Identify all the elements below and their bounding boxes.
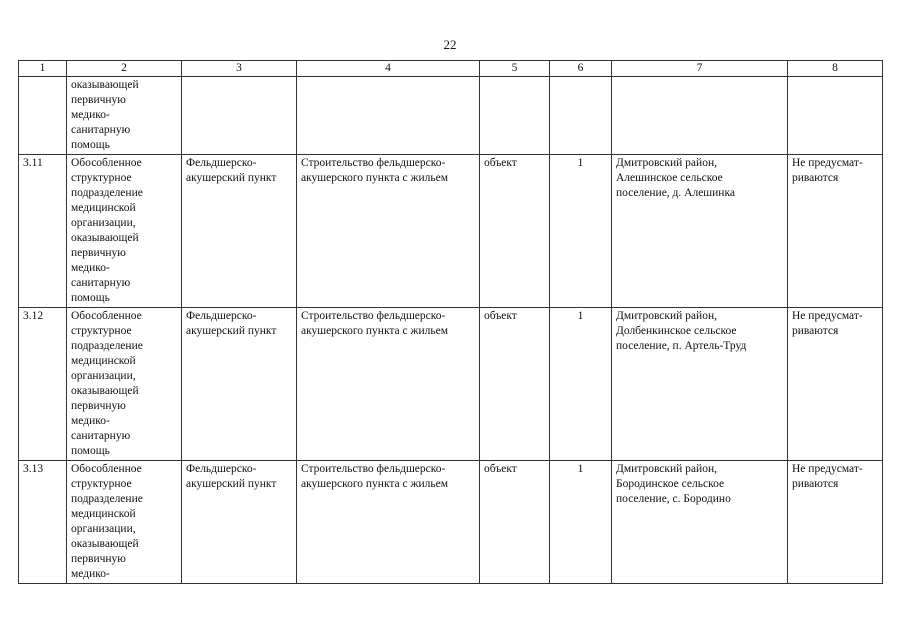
cell-empty: [182, 77, 297, 155]
cell-empty: [612, 77, 788, 155]
cell-unit: [480, 155, 550, 308]
column-header: 6: [550, 61, 612, 77]
cell-text: 3.13: [23, 463, 44, 475]
cell-empty: [297, 77, 480, 155]
table-row-continuation: [19, 77, 883, 155]
cell-text: Фельдшерско- акушерский пункт: [186, 157, 277, 184]
cell-text: Не предусмат- риваются: [792, 310, 863, 337]
cell-text: Строительство фельдшерско- акушерского пункта с жильем: [301, 310, 448, 337]
cell-note: [788, 155, 883, 308]
document-table: [18, 60, 883, 584]
cell-type: [182, 155, 297, 308]
cell-text: 3.11: [23, 157, 43, 169]
cell-text: Не предусмат- риваются: [792, 157, 863, 184]
column-header: 8: [788, 61, 883, 77]
column-header-row: [19, 61, 883, 77]
cell-num: [19, 155, 67, 308]
column-header: 4: [297, 61, 480, 77]
cell-text: объект: [484, 157, 517, 169]
cell-text: Не предусмат- риваются: [792, 463, 863, 490]
cell-action: [297, 155, 480, 308]
cell-text: объект: [484, 463, 517, 475]
cell-type: [182, 461, 297, 584]
column-header: 3: [182, 61, 297, 77]
column-header: 1: [19, 61, 67, 77]
cell-action: [297, 461, 480, 584]
cell-text: Обособленное структурное подразделение медицинской организации, оказывающей первичную медико- санитарную помощь: [71, 310, 143, 457]
cell-empty: [550, 77, 612, 155]
cell-text: Строительство фельдшерско- акушерского пункта с жильем: [301, 157, 448, 184]
cell-text: Обособленное структурное подразделение медицинской организации, оказывающей первичную медико- санитарную помощь: [71, 157, 143, 304]
cell-text: Фельдшерско- акушерский пункт: [186, 463, 277, 490]
table-row: [19, 461, 883, 584]
cell-qty: [550, 308, 612, 461]
table-row: [19, 308, 883, 461]
cell-unit: [480, 461, 550, 584]
cell-qty: [550, 155, 612, 308]
cell-org: [67, 308, 182, 461]
column-header: 7: [612, 61, 788, 77]
cell-text: Дмитровский район, Алешинское сельское поселение, д. Алешинка: [616, 157, 735, 199]
cell-text: Фельдшерско- акушерский пункт: [186, 310, 277, 337]
cell-qty: [550, 461, 612, 584]
column-header: 5: [480, 61, 550, 77]
cell-text: Дмитровский район, Долбенкинское сельское поселение, п. Артель-Труд: [616, 310, 747, 352]
cell-empty: [788, 77, 883, 155]
cell-unit: [480, 308, 550, 461]
cell-empty: [19, 77, 67, 155]
cell-num: [19, 308, 67, 461]
cell-text: Строительство фельдшерско- акушерского пункта с жильем: [301, 463, 448, 490]
cell-org: [67, 77, 182, 155]
cell-text: 3.12: [23, 310, 44, 322]
cell-num: [19, 461, 67, 584]
table-row: [19, 155, 883, 308]
cell-note: [788, 308, 883, 461]
cell-action: [297, 308, 480, 461]
cell-org: [67, 461, 182, 584]
cell-type: [182, 308, 297, 461]
cell-location: [612, 461, 788, 584]
cell-location: [612, 155, 788, 308]
cell-location: [612, 308, 788, 461]
cell-text: 1: [577, 157, 584, 169]
cell-text: Дмитровский район, Бородинское сельское поселение, с. Бородино: [616, 463, 731, 505]
cell-text: 1: [577, 310, 584, 322]
cell-note: [788, 461, 883, 584]
cell-text: объект: [484, 310, 517, 322]
cell-text: оказывающей первичную медико- санитарную помощь: [71, 79, 139, 151]
cell-text: Обособленное структурное подразделение медицинской организации, оказывающей первичную медико-: [71, 463, 143, 580]
page-number: 22: [443, 37, 457, 52]
cell-org: [67, 155, 182, 308]
cell-empty: [480, 77, 550, 155]
column-header: 2: [67, 61, 182, 77]
cell-text: 1: [577, 463, 584, 475]
